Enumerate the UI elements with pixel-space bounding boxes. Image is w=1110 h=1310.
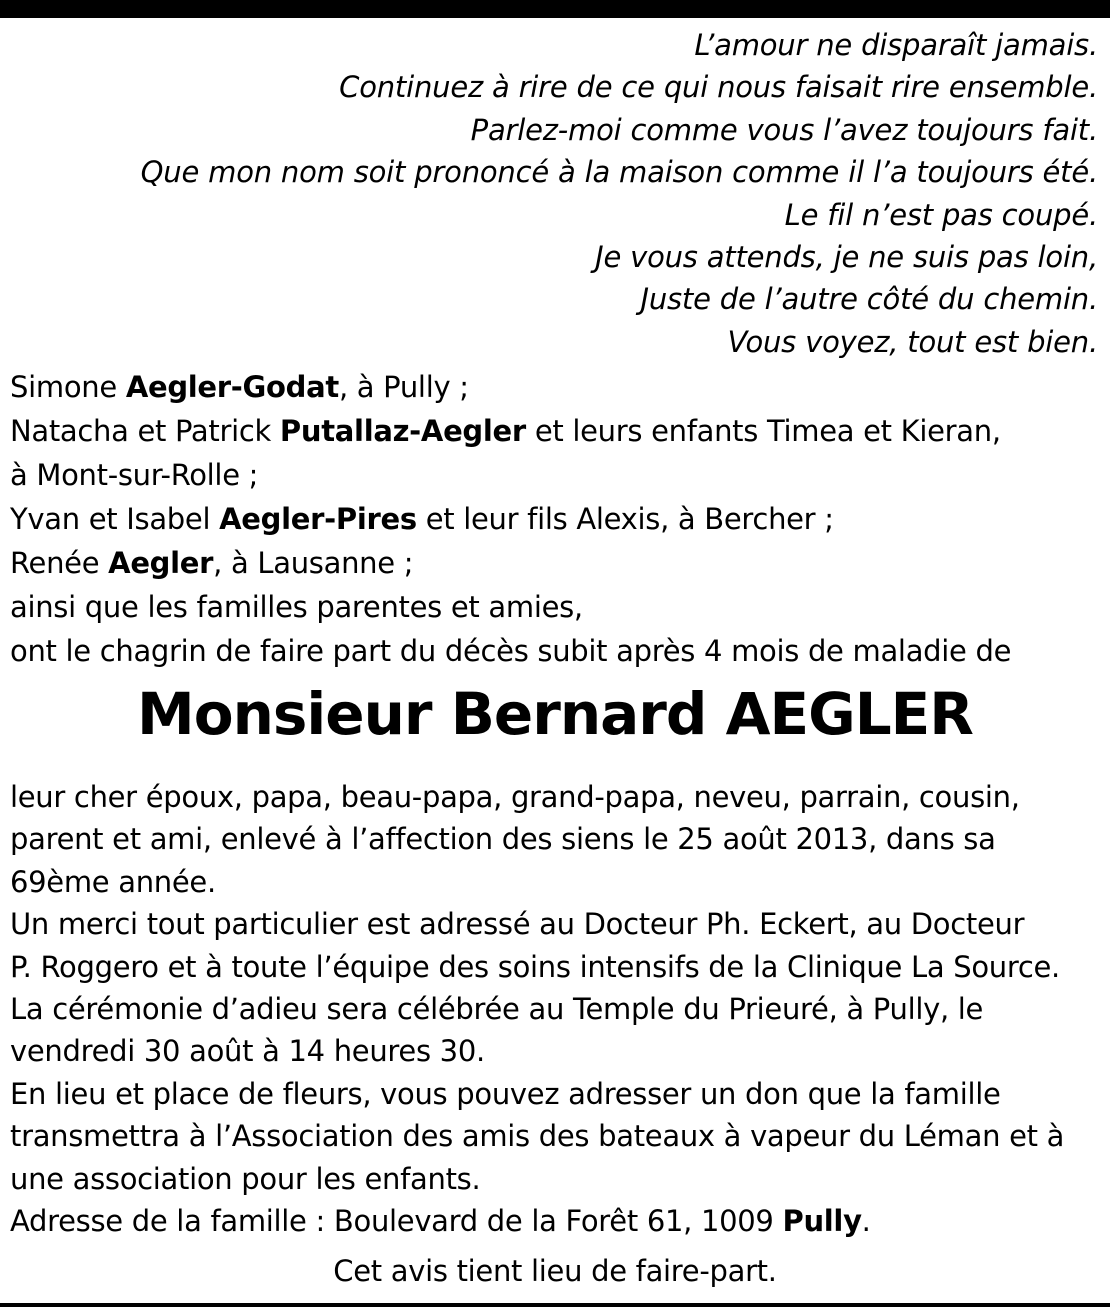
address-text: Adresse de la famille : Boulevard de la Forêt 61, 1009 xyxy=(10,1204,783,1239)
notice-body xyxy=(10,776,1100,1242)
top-border xyxy=(0,0,1110,18)
ceremony-line: La cérémonie d’adieu sera célébrée au Temple du Prieuré, à Pully, le xyxy=(10,992,984,1027)
thanks-line: Un merci tout particulier est adressé au Docteur Ph. Eckert, au Docteur xyxy=(10,907,1025,942)
children: et leurs enfants Timea et Kieran, xyxy=(525,414,1001,448)
announcement: ont le chagrin de faire part du décès subit après 4 mois de maladie de xyxy=(10,634,1012,668)
deceased-name: Monsieur Bernard AEGLER xyxy=(137,680,973,748)
ceremony-line: vendredi 30 août à 14 heures 30. xyxy=(10,1034,485,1069)
closing-note: Cet avis tient lieu de faire-part. xyxy=(333,1254,777,1288)
bottom-border xyxy=(0,1303,1110,1307)
donation-line: une association pour les enfants. xyxy=(10,1161,481,1196)
family-member-natacha-place: à Mont-sur-Rolle ; xyxy=(10,458,259,492)
thanks-line: P. Roggero et à toute l’équipe des soins intensifs de la Clinique La Source. xyxy=(10,949,1060,984)
surname: Putallaz-Aegler xyxy=(279,414,526,448)
poem-line: Vous voyez, tout est bien. xyxy=(727,324,1098,359)
surname: Aegler-Pires xyxy=(219,502,417,536)
family-member-simone xyxy=(10,365,1098,409)
poem-line: Que mon nom soit prononcé à la maison comme il l’a toujours été. xyxy=(140,155,1098,190)
address-end: . xyxy=(861,1204,871,1239)
family-list xyxy=(10,365,1098,673)
first-name: Renée xyxy=(10,546,109,580)
family-member-renee xyxy=(10,541,1098,585)
children: et leur fils Alexis, à Bercher ; xyxy=(416,502,834,536)
first-name: Yvan et Isabel xyxy=(10,502,220,536)
poem-line: L’amour ne disparaît jamais. xyxy=(694,28,1098,62)
address-city: Pully xyxy=(782,1204,862,1239)
surname: Aegler-Godat xyxy=(125,370,339,404)
surname: Aegler xyxy=(108,546,214,580)
family-member-yvan xyxy=(10,497,1098,541)
poem-line: Parlez-moi comme vous l’avez toujours fait. xyxy=(470,112,1098,147)
donation-line: transmettra à l’Association des amis des bateaux à vapeur du Léman et à xyxy=(10,1119,1065,1154)
first-name: Simone xyxy=(10,370,126,404)
family-address xyxy=(10,1200,1100,1242)
donation-line: En lieu et place de fleurs, vous pouvez adresser un don que la famille xyxy=(10,1076,1001,1111)
family-others: ainsi que les familles parentes et amies, xyxy=(10,590,583,624)
tribute-line: 69ème année. xyxy=(10,864,216,899)
tribute-line: parent et ami, enlevé à l’affection des siens le 25 août 2013, dans sa xyxy=(10,822,996,857)
residence: , à Lausanne ; xyxy=(213,546,414,580)
poem-line: Le fil n’est pas coupé. xyxy=(784,197,1098,232)
poem-line: Juste de l’autre côté du chemin. xyxy=(640,282,1098,317)
poem-line: Je vous attends, je ne suis pas loin, xyxy=(595,240,1098,275)
poem-line: Continuez à rire de ce qui nous faisait rire ensemble. xyxy=(339,70,1098,105)
first-name: Natacha et Patrick xyxy=(10,414,280,448)
family-member-natacha xyxy=(10,409,1098,453)
poem xyxy=(20,24,1098,363)
tribute-line: leur cher époux, papa, beau-papa, grand-papa, neveu, parrain, cousin, xyxy=(10,780,1020,814)
residence: , à Pully ; xyxy=(338,370,469,404)
